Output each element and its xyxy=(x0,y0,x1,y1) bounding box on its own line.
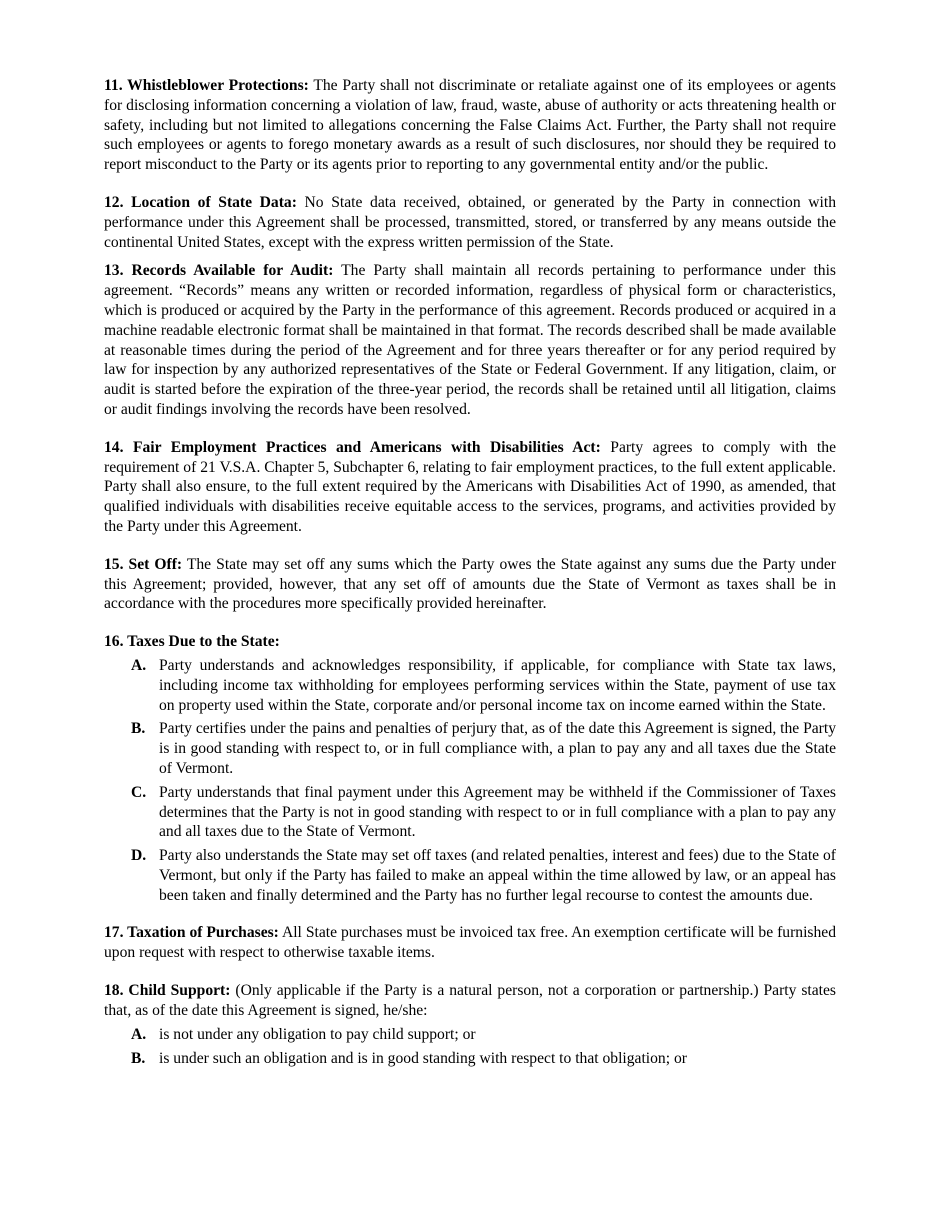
section-body: All State purchases must be invoiced tax free. An exemption certificate will be furnished upon request with respect to otherwise taxable items. xyxy=(104,924,836,962)
list-marker: C. xyxy=(131,783,147,801)
section-heading: 18. Child Support: xyxy=(104,982,231,1000)
section-body: The State may set off any sums which the Party owes the State against any sums due the Party under this Agreement; provided, however, that any set off of amounts due the State of Vermont as taxes shall be in accordance with the procedures more specifically provided hereinafter. xyxy=(104,555,836,613)
section-18-child-support xyxy=(104,981,836,1021)
list-item-text: Party understands that final payment under this Agreement may be withheld if the Commissioner of Taxes determines that the Party is not in good standing with respect to or in full compliance with a plan to pay any and all taxes due to the State of Vermont. xyxy=(159,783,836,841)
section-body: Party agrees to comply with the requirement of 21 V.S.A. Chapter 5, Subchapter 6, relating to fair employment practices, to the full extent applicable. Party shall also ensure, to the full extent required by the Americans with Disabilities Act of 1990, as amended, that qualified individuals with disabilities receive equitable access to the services, programs, and activities provided by the Party under this Agreement. xyxy=(104,438,836,535)
section-heading: 15. Set Off: xyxy=(104,555,183,573)
list-item xyxy=(104,1025,836,1045)
section-body: The Party shall maintain all records pertaining to performance under this agreement. “Records” means any written or recorded information, regardless of physical form or characteristics, which is produced or acquired by the Party in the performance of this agreement. Records produced or acquired in a machine readable electronic format shall be maintained in that format. The records described shall be made available at reasonable times during the period of the Agreement and for three years thereafter or for any period required by law for inspection by any authorized representatives of the State or Federal Government. If any litigation, claim, or audit is started before the expiration of the three-year period, the records shall be retained until all litigation, claims or audit findings involving the records have been resolved. xyxy=(104,262,837,418)
section-heading: 17. Taxation of Purchases: xyxy=(104,924,279,942)
list-marker: D. xyxy=(131,847,147,865)
list-item xyxy=(104,783,836,842)
section-16-taxes-due xyxy=(104,632,836,652)
list-marker: B. xyxy=(131,720,146,738)
section-heading: 11. Whistleblower Protections: xyxy=(104,77,309,94)
section-18-list xyxy=(104,1025,836,1070)
list-item-text: is not under any obligation to pay child support; or xyxy=(159,1025,476,1043)
section-heading: 16. Taxes Due to the State: xyxy=(104,633,280,651)
list-item-text: Party certifies under the pains and penalties of perjury that, as of the date this Agreement is signed, the Party is in good standing with respect to, or in full compliance with, a plan to pay any and all taxes due the State of Vermont. xyxy=(159,720,836,777)
list-marker: A. xyxy=(131,656,147,674)
section-17-taxation-of-purchases xyxy=(104,923,836,963)
list-item-text: Party understands and acknowledges responsibility, if applicable, for compliance with State tax laws, including income tax withholding for employees performing services within the State, payment of use tax on property used within the State, corporate and/or personal income tax on income earned within the State. xyxy=(159,656,836,714)
list-item-text: is under such an obligation and is in good standing with respect to that obligation; or xyxy=(159,1050,687,1068)
section-body: (Only applicable if the Party is a natural person, not a corporation or partnership.) Party states that, as of the date this Agreement is signed, he/she: xyxy=(104,982,836,1019)
section-body: No State data received, obtained, or generated by the Party in connection with performance under this Agreement shall be processed, transmitted, stored, or transferred by any means outside the continental United States, except with the express written permission of the State. xyxy=(104,193,836,251)
list-item xyxy=(104,656,836,715)
list-marker: A. xyxy=(131,1025,147,1043)
section-body: The Party shall not discriminate or retaliate against one of its employees or agents for disclosing information concerning a violation of law, fraud, waste, abuse of authority or acts threatening health or safety, including but not limited to allegations concerning the False Claims Act. Further, the Party shall not require such employees or agents to forego monetary awards as a result of such disclosures, nor should they be required to report misconduct to the Party or its agents prior to reporting to any governmental entity and/or the public. xyxy=(104,77,837,174)
section-heading: 13. Records Available for Audit: xyxy=(104,262,334,280)
section-heading: 12. Location of State Data: xyxy=(104,193,297,211)
section-13-records-audit xyxy=(104,261,836,419)
section-14-fair-employment xyxy=(104,438,836,537)
list-item xyxy=(104,1049,836,1069)
list-item-text: Party also understands the State may set off taxes (and related penalties, interest and fees) due to the State of Vermont, but only if the Party has failed to make an appeal within the time allowed by law, or an appeal has been taken and finally determined and the Party has no further legal recourse to contest the amounts due. xyxy=(159,847,836,904)
list-item xyxy=(104,846,836,905)
section-12-location-of-state-data xyxy=(104,193,836,252)
list-item xyxy=(104,719,836,778)
list-marker: B. xyxy=(131,1050,146,1068)
section-16-list xyxy=(104,656,836,906)
section-heading: 14. Fair Employment Practices and Americans with Disabilities Act: xyxy=(104,438,601,456)
section-11-whistleblower xyxy=(104,76,836,175)
section-15-set-off xyxy=(104,555,836,614)
